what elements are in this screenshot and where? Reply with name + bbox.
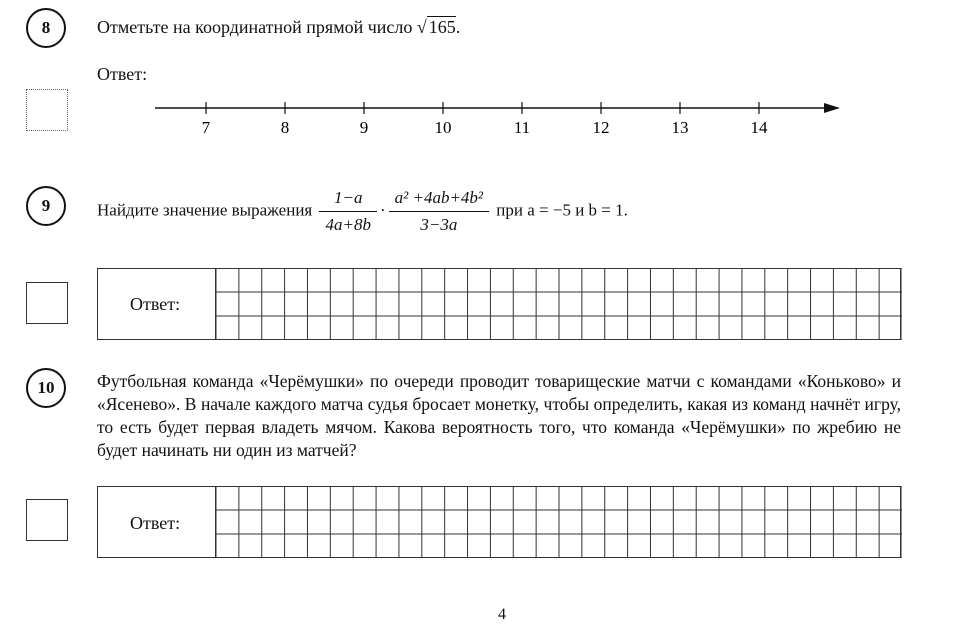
q8-period: .	[455, 17, 461, 37]
number-line-tick-label: 13	[671, 118, 689, 137]
q9-answer-label: Ответ:	[130, 294, 181, 314]
number-line-tick-label: 12	[592, 118, 610, 137]
number-line-tick-label: 7	[201, 118, 211, 137]
number-line[interactable]	[150, 95, 850, 140]
q10-answer-grid[interactable]	[215, 486, 902, 558]
q9-fraction-2	[389, 188, 489, 235]
q8-answer-label: Ответ:	[97, 64, 148, 84]
number-line-tick-label: 9	[359, 118, 369, 137]
question-number-9	[26, 186, 66, 226]
q9-frac1-numerator: 1−a	[319, 188, 376, 212]
q9-frac2-numerator: a² +4ab+4b²	[389, 188, 489, 212]
number-line-tick-label: 11	[513, 118, 531, 137]
q9-score-box	[26, 282, 68, 324]
question-number-8	[26, 8, 66, 48]
q9-frac1-denominator: 4a+8b	[325, 215, 371, 234]
question-number-10-text: 10	[37, 378, 55, 397]
q9-answer-grid[interactable]	[215, 268, 902, 340]
number-line-arrow	[824, 103, 840, 113]
q10-score-box	[26, 499, 68, 541]
q9-frac2-denominator: 3−3a	[420, 215, 458, 234]
q9-condition: при a = −5 и b = 1.	[496, 200, 628, 220]
q10-answer-label: Ответ:	[130, 513, 181, 533]
q9-fraction-1	[319, 188, 376, 235]
number-line-tick-label: 8	[280, 118, 290, 137]
q8-prompt: Отметьте на координатной прямой число	[97, 17, 413, 37]
question-number-10	[26, 368, 66, 408]
question-number-8-text: 8	[41, 18, 51, 37]
number-line-tick-label: 14	[750, 118, 768, 137]
page-number: 4	[498, 606, 506, 623]
q9-prompt: Найдите значение выражения	[97, 200, 313, 220]
q9-prompt-line	[97, 188, 628, 235]
q9-multiply-dot: ·	[379, 200, 386, 220]
question-number-9-text: 9	[41, 196, 51, 215]
q8-prompt-line	[97, 16, 460, 38]
q10-text: Футбольная команда «Черёмушки» по очереди проводит товарищеские матчи с командами «Коньково» и «Ясенево». В начале каждого матча судья бросает монетку, чтобы определить, какая из команд начнёт игру, то есть будет первая владеть мячом. Какова вероятность того, что команда «Черёмушки» по жребию не будет начинать ни один из матчей?	[97, 371, 901, 460]
q8-score-box	[26, 89, 68, 131]
number-line-tick-label: 10	[434, 118, 452, 137]
q8-sqrt-sign: √	[416, 17, 427, 37]
q8-radicand: 165	[428, 17, 456, 37]
